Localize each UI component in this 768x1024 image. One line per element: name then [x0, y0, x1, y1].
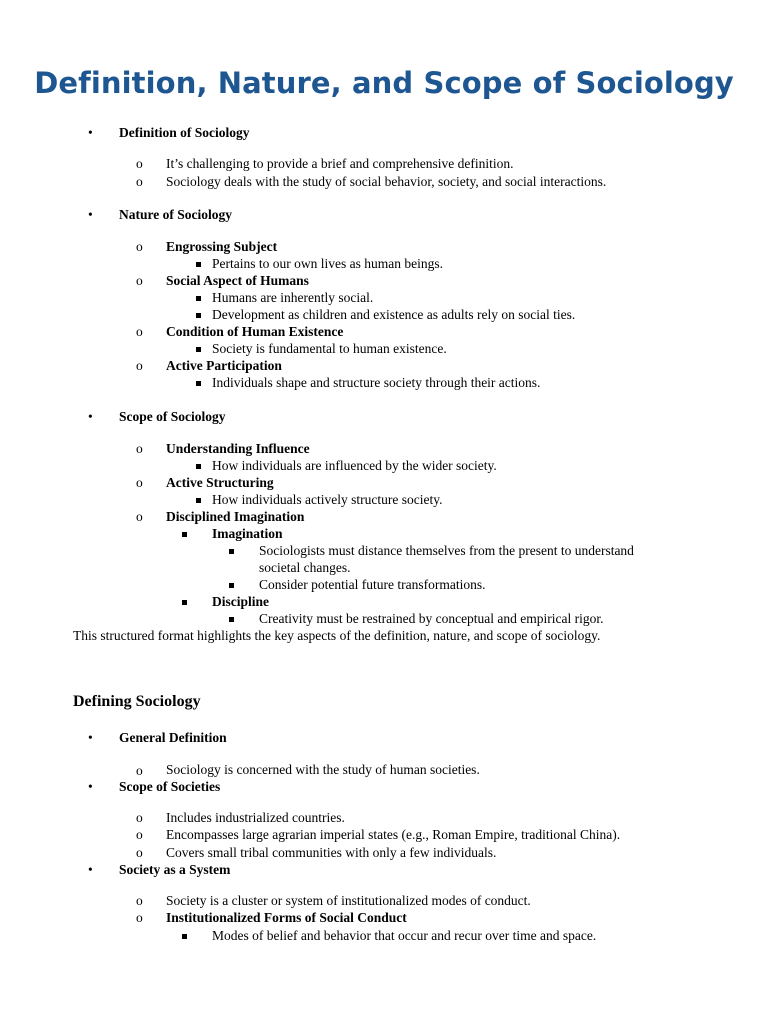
definition-heading: Definition of Sociology: [119, 125, 250, 140]
square-bullet: [182, 600, 187, 605]
bullet-marker: •: [88, 862, 93, 877]
sub-heading: Active Structuring: [166, 475, 274, 490]
section-heading: Defining Sociology: [73, 693, 201, 710]
list-item: Society is a cluster or system of institutionalized modes of conduct.: [166, 893, 531, 908]
bullet-marker: •: [88, 409, 93, 424]
circle-marker: o: [136, 845, 143, 860]
sub-heading: Institutionalized Forms of Social Conduct: [166, 910, 407, 925]
list-item-continuation: societal changes.: [259, 560, 351, 575]
list-item: How individuals actively structure society.: [212, 492, 443, 507]
square-bullet: [182, 532, 187, 537]
square-bullet: [196, 313, 201, 318]
sub-heading: Disciplined Imagination: [166, 509, 305, 524]
list-item: Sociologists must distance themselves from the present to understand: [259, 543, 634, 558]
circle-marker: o: [136, 475, 143, 490]
square-bullet: [229, 583, 234, 588]
scope-of-societies-heading: Scope of Societies: [119, 779, 221, 794]
list-item: Development as children and existence as adults rely on social ties.: [212, 307, 576, 322]
circle-marker: o: [136, 156, 143, 171]
square-bullet: [196, 296, 201, 301]
list-item: It’s challenging to provide a brief and comprehensive definition.: [166, 156, 514, 171]
sub-heading: Condition of Human Existence: [166, 324, 344, 339]
square-bullet: [196, 464, 201, 469]
list-item: Includes industrialized countries.: [166, 810, 345, 825]
circle-marker: o: [136, 358, 143, 373]
circle-marker: o: [136, 910, 143, 925]
circle-marker: o: [136, 509, 143, 524]
circle-marker: o: [136, 441, 143, 456]
sub-sub-heading: Imagination: [212, 526, 283, 541]
sub-heading: Active Participation: [166, 358, 282, 373]
page-title: Definition, Nature, and Scope of Sociology: [34, 66, 734, 100]
sub-sub-heading: Discipline: [212, 594, 270, 609]
square-bullet: [182, 934, 187, 939]
list-item: Pertains to our own lives as human beings.: [212, 256, 443, 271]
list-item: Sociology is concerned with the study of human societies.: [166, 762, 480, 777]
bullet-marker: •: [88, 730, 93, 745]
sub-heading: Social Aspect of Humans: [166, 273, 309, 288]
general-definition-heading: General Definition: [119, 730, 227, 745]
circle-marker: o: [136, 893, 143, 908]
bullet-marker: •: [88, 779, 93, 794]
summary-paragraph: This structured format highlights the key aspects of the definition, nature, and scope of sociology.: [73, 628, 601, 643]
scope-heading: Scope of Sociology: [119, 409, 226, 424]
bullet-marker: •: [88, 207, 93, 222]
bullet-marker: •: [88, 125, 93, 140]
list-item: How individuals are influenced by the wider society.: [212, 458, 497, 473]
circle-marker: o: [136, 763, 143, 778]
square-bullet: [196, 262, 201, 267]
sub-heading: Engrossing Subject: [166, 239, 278, 254]
square-bullet: [196, 347, 201, 352]
square-bullet: [229, 617, 234, 622]
nature-heading: Nature of Sociology: [119, 207, 232, 222]
list-item: Society is fundamental to human existence.: [212, 341, 447, 356]
list-item: Covers small tribal communities with only a few individuals.: [166, 845, 497, 860]
circle-marker: o: [136, 324, 143, 339]
circle-marker: o: [136, 810, 143, 825]
list-item: Encompasses large agrarian imperial states (e.g., Roman Empire, traditional China).: [166, 827, 621, 842]
circle-marker: o: [136, 273, 143, 288]
sub-heading: Understanding Influence: [166, 441, 310, 456]
list-item: Individuals shape and structure society through their actions.: [212, 375, 541, 390]
list-item: Humans are inherently social.: [212, 290, 374, 305]
circle-marker: o: [136, 239, 143, 254]
list-item: Creativity must be restrained by conceptual and empirical rigor.: [259, 611, 604, 626]
list-item: Consider potential future transformations.: [259, 577, 486, 592]
square-bullet: [196, 498, 201, 503]
list-item: Modes of belief and behavior that occur and recur over time and space.: [212, 928, 597, 943]
circle-marker: o: [136, 827, 143, 842]
circle-marker: o: [136, 174, 143, 189]
society-system-heading: Society as a System: [119, 862, 231, 877]
list-item: Sociology deals with the study of social behavior, society, and social interactions.: [166, 174, 607, 189]
square-bullet: [229, 549, 234, 554]
square-bullet: [196, 381, 201, 386]
